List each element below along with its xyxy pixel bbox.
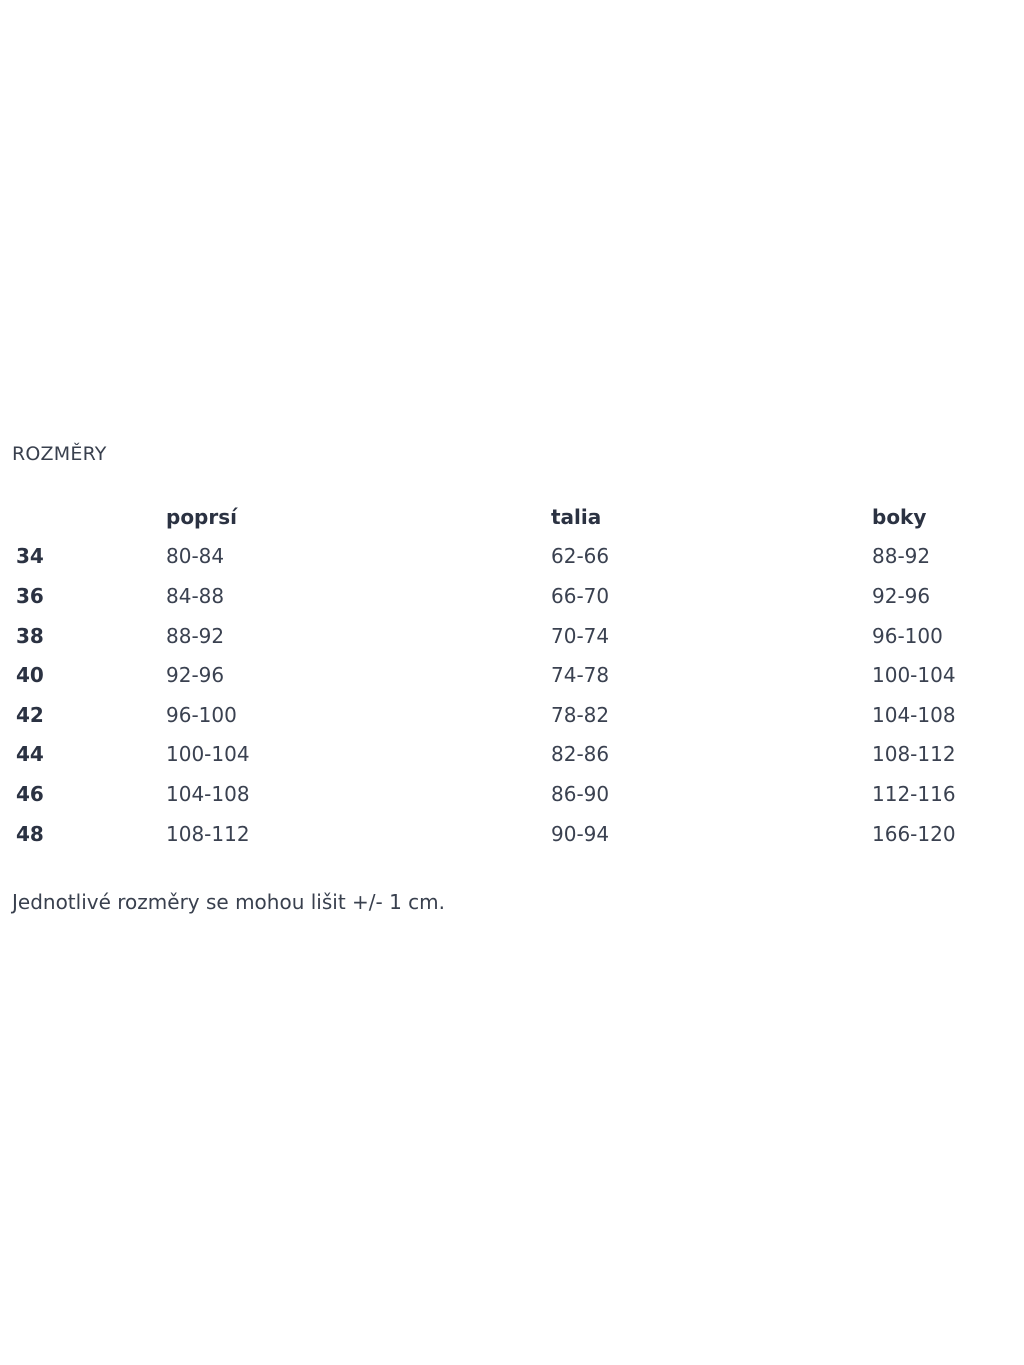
hips-cell: 108-112: [872, 742, 956, 767]
waist-cell: 62-66: [551, 544, 610, 569]
hips-cell: 166-120: [872, 821, 956, 846]
header-size: [0, 497, 166, 537]
hips-cell: 92-96: [872, 583, 931, 608]
footnote: Jednotlivé rozměry se mohou lišit +/- 1 cm.: [12, 890, 446, 914]
bust-cell: 100-104: [166, 742, 250, 767]
bust-cell: 80-84: [166, 544, 225, 569]
size-cell: 36: [16, 583, 44, 608]
size-cell: 48: [16, 821, 44, 846]
size-cell: 38: [16, 623, 44, 648]
waist-cell: 66-70: [551, 583, 610, 608]
hips-cell: 96-100: [872, 623, 943, 648]
waist-cell: 78-82: [551, 702, 610, 727]
table-header-row: [0, 497, 1024, 537]
hips-cell: 88-92: [872, 544, 931, 569]
waist-cell: 74-78: [551, 663, 610, 688]
table-row: [0, 616, 1024, 656]
size-cell: 46: [16, 781, 44, 806]
table-row: [0, 537, 1024, 577]
table-row: [0, 695, 1024, 735]
header-waist: talia: [551, 504, 602, 529]
size-table: [0, 497, 1024, 853]
bust-cell: 84-88: [166, 583, 225, 608]
hips-cell: 112-116: [872, 781, 956, 806]
waist-cell: 70-74: [551, 623, 610, 648]
header-bust: poprsí: [166, 504, 237, 529]
bust-cell: 92-96: [166, 663, 225, 688]
size-cell: 44: [16, 742, 44, 767]
waist-cell: 82-86: [551, 742, 610, 767]
waist-cell: 90-94: [551, 821, 610, 846]
table-row: [0, 814, 1024, 854]
table-row: [0, 774, 1024, 814]
bust-cell: 104-108: [166, 781, 250, 806]
hips-cell: 104-108: [872, 702, 956, 727]
table-row: [0, 735, 1024, 775]
bust-cell: 88-92: [166, 623, 225, 648]
size-cell: 34: [16, 544, 44, 569]
size-cell: 42: [16, 702, 44, 727]
hips-cell: 100-104: [872, 663, 956, 688]
bust-cell: 96-100: [166, 702, 237, 727]
table-row: [0, 576, 1024, 616]
waist-cell: 86-90: [551, 781, 610, 806]
size-cell: 40: [16, 663, 44, 688]
section-title: ROZMĚRY: [12, 443, 107, 465]
bust-cell: 108-112: [166, 821, 250, 846]
table-row: [0, 655, 1024, 695]
header-hips: boky: [872, 504, 927, 529]
